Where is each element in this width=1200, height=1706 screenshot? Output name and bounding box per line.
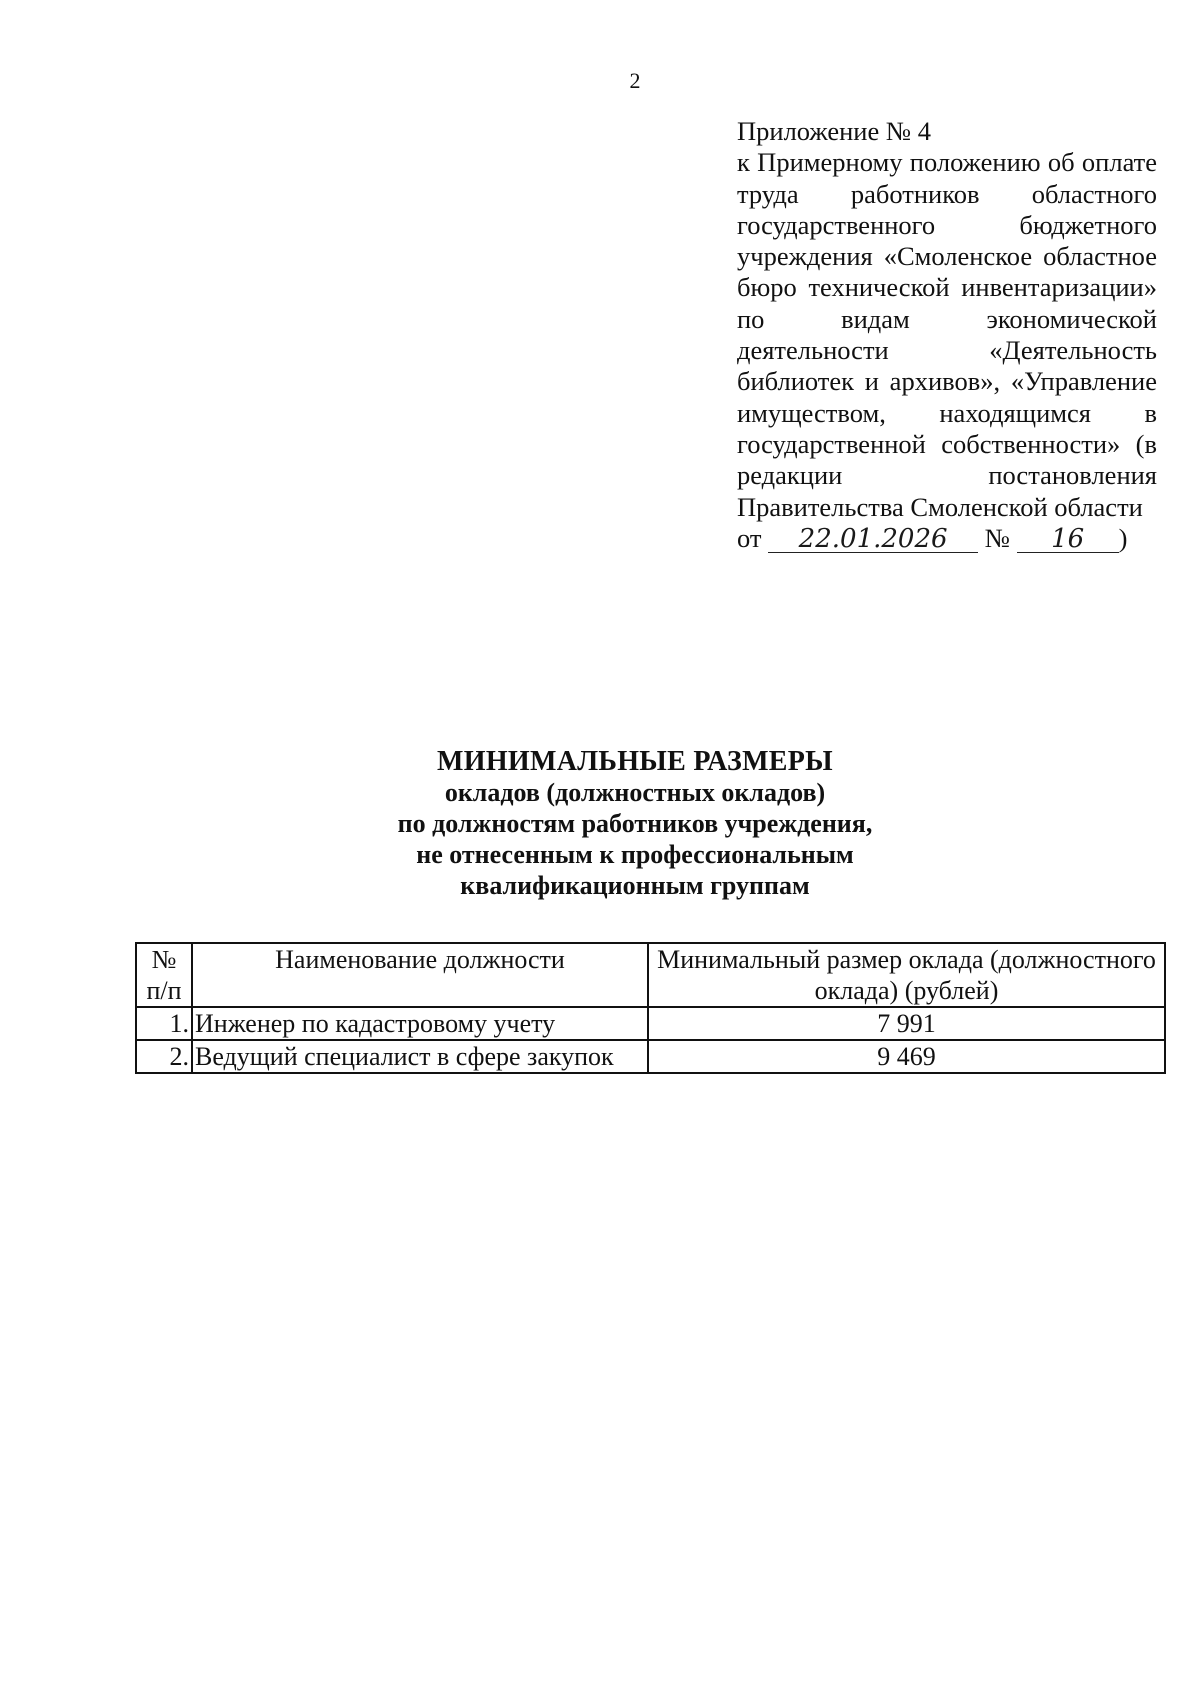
document-title	[0, 746, 1200, 901]
title-line-3: по должностям работников учреждения,	[397, 809, 873, 838]
row-position: Инженер по кадастровому учету	[192, 1007, 648, 1040]
appendix-date-line	[737, 523, 1157, 554]
title-line-5: квалификационным группам	[460, 871, 810, 900]
header-number: № п/п	[136, 943, 192, 1007]
table-row	[136, 1007, 1165, 1040]
row-number: 2.	[136, 1040, 192, 1073]
row-position: Ведущий специалист в сфере закупок	[192, 1040, 648, 1073]
title-line-4: не отнесенным к профессиональным	[416, 840, 854, 869]
appendix-heading: Приложение № 4	[737, 116, 932, 146]
row-number: 1.	[136, 1007, 192, 1040]
table-row	[136, 1040, 1165, 1073]
salary-table	[135, 942, 1166, 1074]
row-salary: 9 469	[648, 1040, 1165, 1073]
title-line-2: окладов (должностных окладов)	[444, 778, 826, 807]
number-sign: №	[984, 522, 1011, 553]
header-salary: Минимальный размер оклада (должностного оклада) (рублей)	[648, 943, 1165, 1007]
handwritten-date: 22.01.2026	[768, 526, 978, 553]
date-prefix: от	[737, 522, 762, 553]
title-main: МИНИМАЛЬНЫЕ РАЗМЕРЫ	[437, 746, 833, 777]
appendix-block	[737, 116, 1157, 554]
appendix-body: к Примерному положению об оплате труда работников областного государственного бюджетного учреждения «Смоленское областное бюро технической инвентаризации» по видам экономической деятельности «Деятельность библиотек и архивов», «Управление имуществом, находящимся в государственной собственности» (в редакции постановления Правительства Смоленской области	[737, 147, 1157, 522]
handwritten-number: 16	[1017, 526, 1119, 553]
row-salary: 7 991	[648, 1007, 1165, 1040]
page-number: 2	[629, 68, 641, 93]
header-position: Наименование должности	[192, 943, 648, 1007]
table-header-row	[136, 943, 1165, 1007]
closing-paren: )	[1118, 522, 1128, 553]
